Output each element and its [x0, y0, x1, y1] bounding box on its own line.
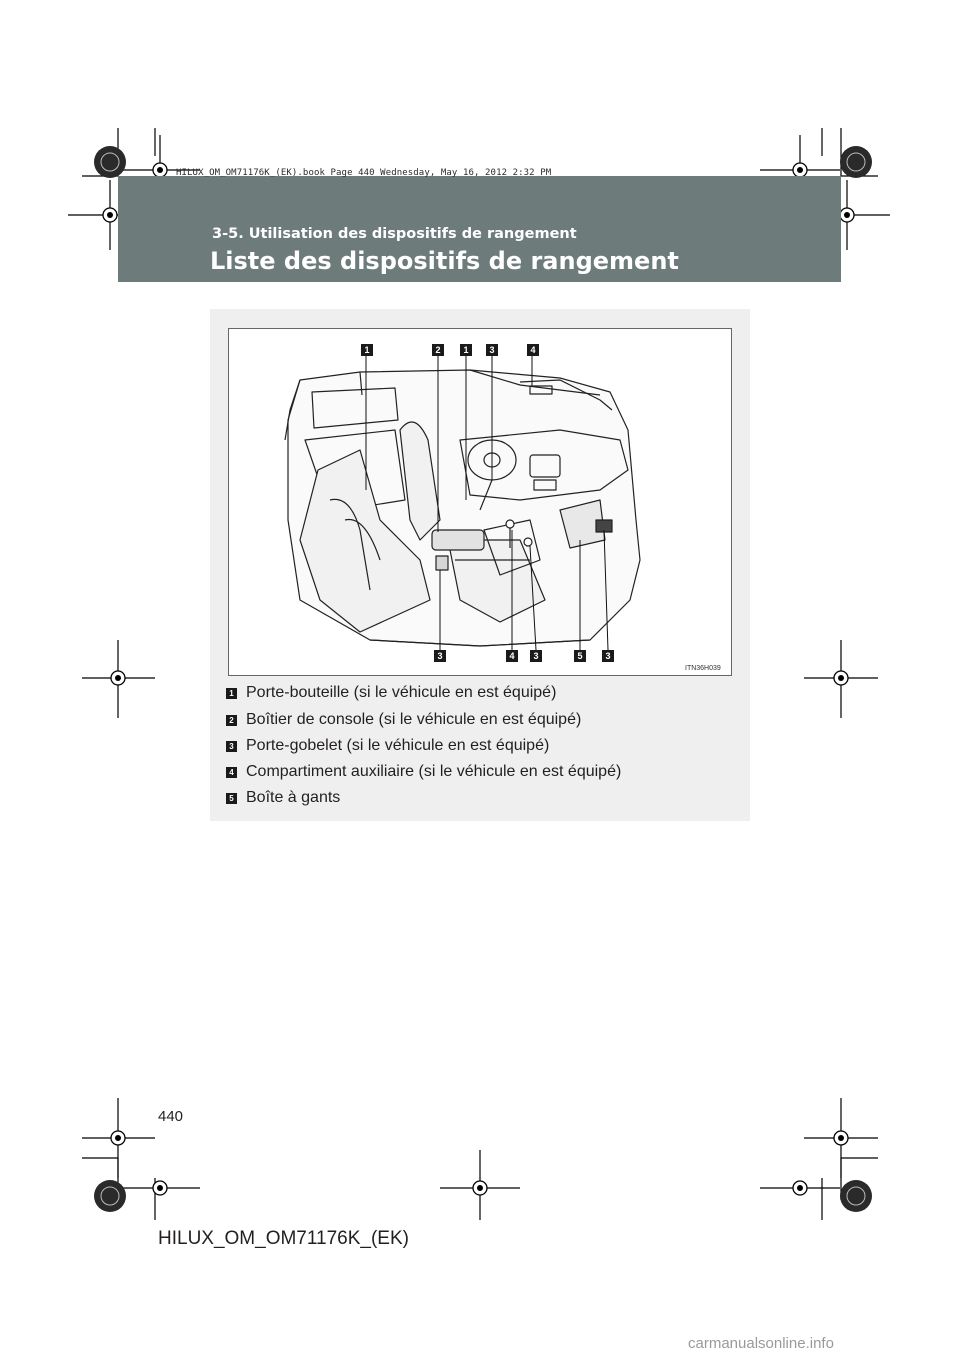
- legend-text: Porte-bouteille (si le véhicule en est équipé): [246, 684, 557, 701]
- callout-bottom-3: 3: [530, 650, 542, 662]
- legend-number: 2: [226, 715, 237, 726]
- callout-top-4: 3: [486, 344, 498, 356]
- callout-bottom-4: 5: [574, 650, 586, 662]
- legend-number: 5: [226, 793, 237, 804]
- figure-code: ITN36H039: [685, 665, 721, 672]
- page-title: Liste des dispositifs de rangement: [210, 247, 679, 275]
- file-stamp: HILUX_OM_OM71176K_(EK).book Page 440 Wednesday, May 16, 2012 2:32 PM: [176, 168, 552, 178]
- section-label: 3-5. Utilisation des dispositifs de rangement: [212, 226, 577, 242]
- legend-number: 4: [226, 767, 237, 778]
- book-id: HILUX_OM_OM71176K_(EK): [158, 1228, 409, 1249]
- legend-number: 3: [226, 741, 237, 752]
- callout-bottom-5: 3: [602, 650, 614, 662]
- callout-top-2: 2: [432, 344, 444, 356]
- callout-bottom-2: 4: [506, 650, 518, 662]
- legend-text: Compartiment auxiliaire (si le véhicule en est équipé): [246, 763, 622, 780]
- page-number: 440: [158, 1108, 184, 1125]
- legend-text: Boîte à gants: [246, 789, 341, 806]
- callout-top-1: 1: [361, 344, 373, 356]
- callout-top-5: 4: [527, 344, 539, 356]
- legend-text: Boîtier de console (si le véhicule en est équipé): [246, 711, 582, 728]
- legend-number: 1: [226, 688, 237, 699]
- legend-text: Porte-gobelet (si le véhicule en est équipé): [246, 737, 550, 754]
- callout-top-3: 1: [460, 344, 472, 356]
- watermark: carmanualsonline.info: [688, 1335, 834, 1352]
- callout-bottom-1: 3: [434, 650, 446, 662]
